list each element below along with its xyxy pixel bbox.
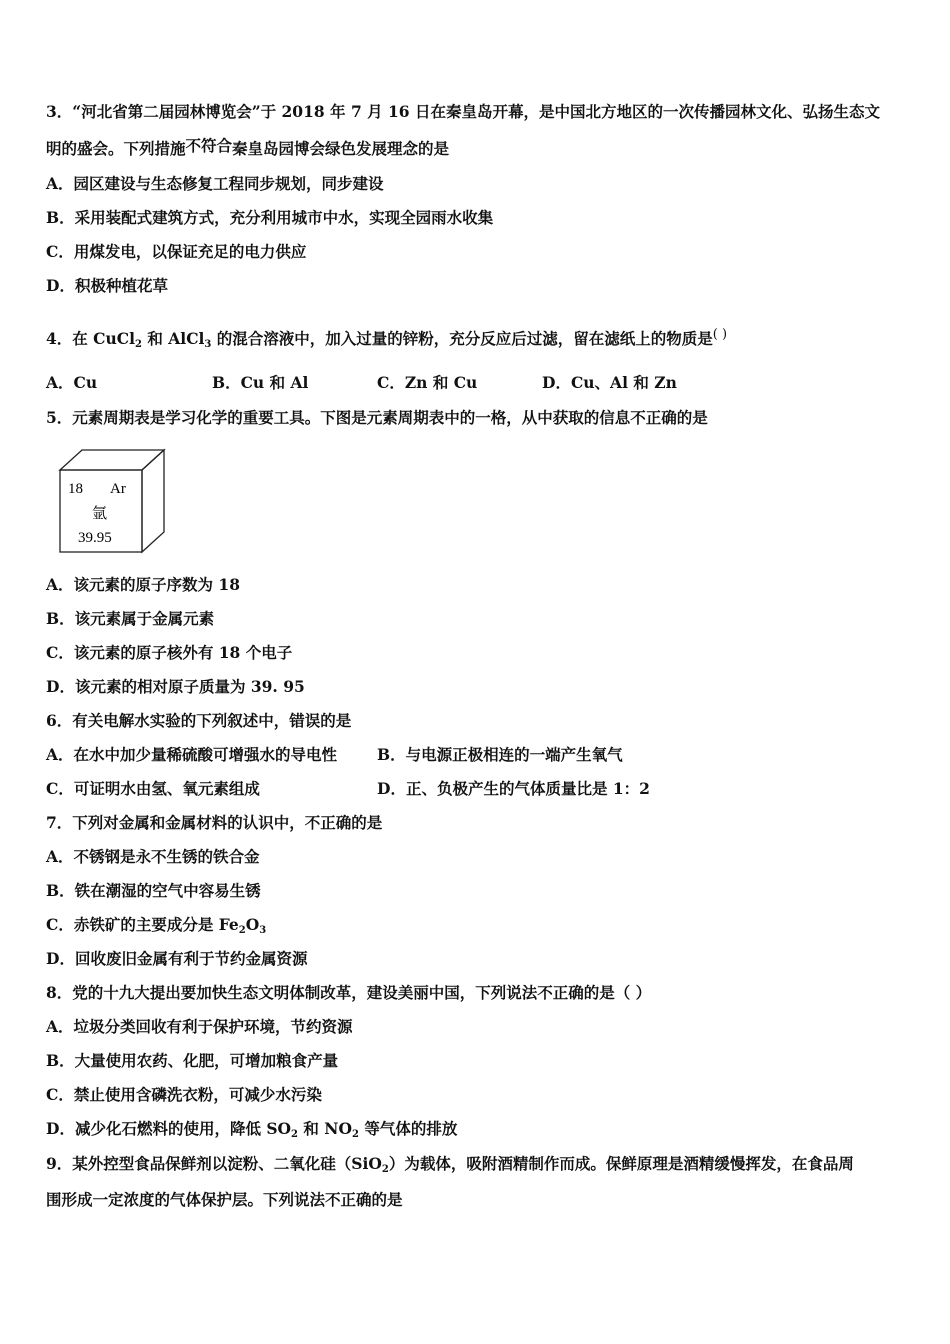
q3-stem-line2 xyxy=(46,138,449,160)
q7-option-c xyxy=(46,914,266,936)
q4-answer-paren: ( ) xyxy=(712,327,728,342)
q8-option-b: B．大量使用农药、化肥，可增加粮食产量 xyxy=(46,1051,339,1070)
q9-line1-sub: 2 xyxy=(381,1164,389,1175)
q4-option-c: C．Zn 和 Cu xyxy=(377,373,478,392)
cube-top-face xyxy=(60,450,164,470)
q7-option-c-sub1: 2 xyxy=(238,925,246,936)
q4-option-d: D．Cu、Al 和 Zn xyxy=(542,373,677,392)
q6-option-a: A．在水中加少量稀硫酸可增强水的导电性 xyxy=(46,745,338,764)
q3-option-d: D．积极种植花草 xyxy=(46,276,168,295)
q6-option-d: D．正、负极产生的气体质量比是 1：2 xyxy=(377,779,650,798)
q6-option-c: C．可证明水由氢、氧元素组成 xyxy=(46,779,260,798)
q3-option-b: B．采用装配式建筑方式，充分利用城市中水，实现全园雨水收集 xyxy=(46,208,494,227)
q8-option-c: C．禁止使用含磷洗衣粉，可减少水污染 xyxy=(46,1085,322,1104)
q5-stem: 5．元素周期表是学习化学的重要工具。下图是元素周期表中的一格，从中获取的信息不正确的是 xyxy=(46,408,708,427)
q7-option-d: D．回收废旧金属有利于节约金属资源 xyxy=(46,949,308,968)
q8-option-d xyxy=(46,1118,457,1140)
q3-option-c: C．用煤发电，以保证充足的电力供应 xyxy=(46,242,307,261)
q9-line1-a: 9．某外控型食品保鲜剂以淀粉、二氧化硅（SiO xyxy=(46,1154,382,1173)
q8-option-d-c: 等气体的排放 xyxy=(358,1119,458,1138)
q4-sub-1: 2 xyxy=(135,339,142,350)
q8-stem: 8．党的十九大提出要加快生态文明体制改革，建设美丽中国，下列说法不正确的是（ ） xyxy=(46,983,652,1002)
q4-stem-b: 和 AlCl xyxy=(141,329,205,348)
q5-option-c: C．该元素的原子核外有 18 个电子 xyxy=(46,643,293,662)
q4-sub-2: 3 xyxy=(204,339,212,350)
element-symbol: Ar xyxy=(110,481,126,497)
q8-option-a: A．垃圾分类回收有利于保护环境，节约资源 xyxy=(46,1017,353,1036)
periodic-cell-figure xyxy=(58,448,166,554)
element-name: 氩 xyxy=(92,506,108,522)
q4-stem-c: 的混合溶液中，加入过量的锌粉，充分反应后过滤，留在滤纸上的物质是 xyxy=(211,329,713,348)
element-mass: 39.95 xyxy=(78,530,112,546)
q9-line1-b: ）为载体，吸附酒精制作而成。保鲜原理是酒精缓慢挥发，在食品周 xyxy=(388,1154,854,1173)
q4-stem xyxy=(46,324,727,350)
q8-option-d-b: 和 NO xyxy=(298,1119,352,1138)
q8-option-d-a: D．减少化石燃料的使用，降低 SO xyxy=(46,1119,292,1138)
q4-stem-a: 4．在 CuCl xyxy=(46,329,136,348)
q3-option-a: A．园区建设与生态修复工程同步规划，同步建设 xyxy=(46,174,384,193)
q3-stem-line1: 3．“河北省第二届园林博览会”于 2018 年 7 月 16 日在秦皇岛开幕，是中国北方地区的一次传播园林文化、弘扬生态文 xyxy=(46,102,880,121)
q6-stem: 6．有关电解水实验的下列叙述中，错误的是 xyxy=(46,711,352,730)
q9-stem-line1 xyxy=(46,1153,854,1175)
q7-option-c-o: O xyxy=(245,915,260,934)
q8-option-d-sub1: 2 xyxy=(291,1129,299,1140)
q4-option-b: B．Cu 和 Al xyxy=(212,373,309,392)
q7-option-c-sub2: 3 xyxy=(259,925,267,936)
element-number: 18 xyxy=(68,481,83,497)
q9-stem-line2: 围形成一定浓度的气体保护层。下列说法不正确的是 xyxy=(46,1190,403,1209)
q7-option-a: A．不锈钢是永不生锈的铁合金 xyxy=(46,847,260,866)
q8-option-d-sub2: 2 xyxy=(351,1129,359,1140)
q4-option-a: A．Cu xyxy=(46,373,98,392)
q5-option-b: B．该元素属于金属元素 xyxy=(46,609,215,628)
q5-option-a: A．该元素的原子序数为 18 xyxy=(46,575,240,594)
cube-side-face xyxy=(142,450,164,552)
q3-stem-part-c: 秦皇岛园博会绿色发展理念的是 xyxy=(232,139,450,158)
q3-stem-emphasis: 不符合 xyxy=(185,136,233,155)
q5-option-d: D．该元素的相对原子质量为 39. 95 xyxy=(46,677,305,696)
q7-stem: 7．下列对金属和金属材料的认识中，不正确的是 xyxy=(46,813,383,832)
q7-option-c-text: C．赤铁矿的主要成分是 Fe xyxy=(46,915,239,934)
q3-stem-part-a: 明的盛会。下列措施 xyxy=(46,139,186,158)
q6-option-b: B．与电源正极相连的一端产生氧气 xyxy=(377,745,623,764)
q7-option-b: B．铁在潮湿的空气中容易生锈 xyxy=(46,881,261,900)
